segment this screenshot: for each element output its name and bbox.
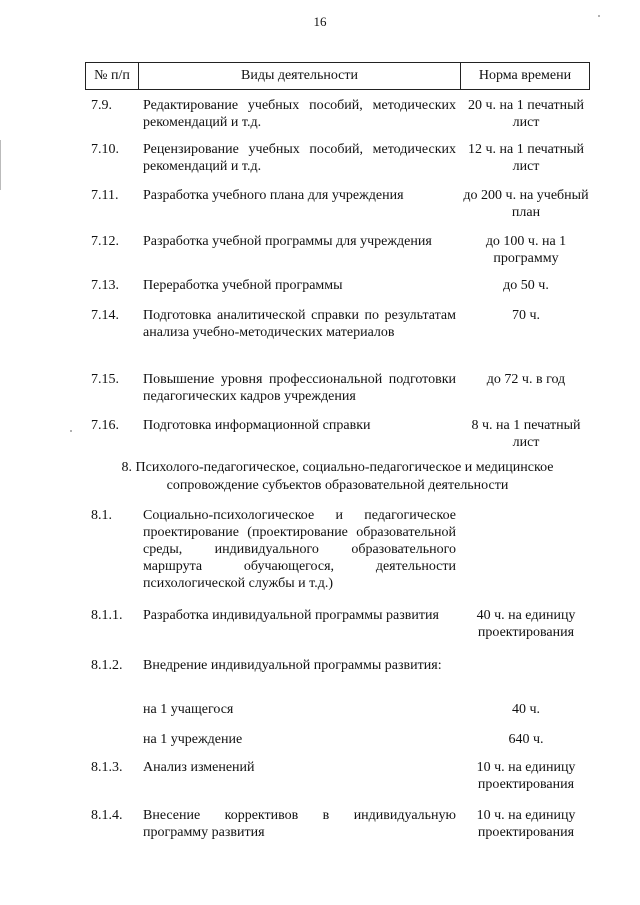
row-activity: Разработка индивидуальной программы развития bbox=[143, 608, 439, 623]
row-norm bbox=[462, 507, 590, 599]
header-norm: Норма времени bbox=[478, 68, 572, 83]
row-activity: Повышение уровня профессиональной подготовки педагогических кадров учреждения bbox=[143, 372, 456, 404]
row-activity: Социально-психологическое и педагогическое проектирование (проектирование образовательной среды, индивидуального образовательного маршрута обучающегося, деятельности психологической службы и т.д.) bbox=[143, 508, 456, 591]
row-activity: на 1 учащегося bbox=[143, 702, 234, 717]
row-num: 8.1. bbox=[91, 508, 112, 523]
row-activity: Переработка учебной программы bbox=[143, 278, 343, 293]
scan-speck bbox=[598, 15, 600, 17]
row-num: 7.11. bbox=[91, 188, 119, 203]
table-row bbox=[85, 233, 590, 271]
row-num: 8.1.4. bbox=[91, 808, 123, 823]
row-num: 8.1.1. bbox=[91, 608, 123, 623]
table-row bbox=[85, 731, 590, 751]
row-num bbox=[85, 731, 137, 751]
table-row bbox=[85, 187, 590, 225]
row-norm: 12 ч. на 1 печатный лист bbox=[467, 142, 584, 174]
scan-speck bbox=[70, 430, 72, 432]
row-num: 7.16. bbox=[91, 418, 119, 433]
row-norm: 40 ч. bbox=[511, 702, 541, 717]
row-norm: 40 ч. на единицу проектирования bbox=[476, 608, 576, 640]
table-row bbox=[85, 701, 590, 721]
row-activity: Разработка учебной программы для учреждения bbox=[143, 234, 432, 249]
row-norm: 640 ч. bbox=[508, 732, 544, 747]
table-row bbox=[85, 277, 590, 297]
row-num: 7.14. bbox=[91, 308, 119, 323]
row-activity: Анализ изменений bbox=[143, 760, 255, 775]
activities-table bbox=[85, 62, 590, 455]
row-num: 8.1.3. bbox=[91, 760, 123, 775]
table-row bbox=[85, 307, 590, 359]
section-8-table bbox=[85, 507, 590, 845]
row-num: 8.1.2. bbox=[91, 658, 123, 673]
row-activity: Подготовка аналитической справки по результатам анализа учебно-методических материалов bbox=[143, 308, 456, 340]
table-row bbox=[85, 97, 590, 135]
table-row bbox=[85, 417, 590, 455]
table-row bbox=[85, 807, 590, 845]
row-activity: Внесение коррективов в индивидуальную программу развития bbox=[143, 808, 456, 840]
table-row bbox=[85, 759, 590, 797]
row-norm bbox=[462, 657, 590, 695]
table-row bbox=[85, 507, 590, 599]
row-norm: 10 ч. на единицу проектирования bbox=[476, 760, 576, 792]
row-num: 7.10. bbox=[91, 142, 119, 157]
row-norm: 70 ч. bbox=[511, 308, 541, 323]
section-title-line: 8. Психолого-педагогическое, социально-педагогическое и медицинское bbox=[121, 460, 554, 475]
row-activity: Редактирование учебных пособий, методических рекомендаций и т.д. bbox=[143, 98, 456, 130]
row-activity: на 1 учреждение bbox=[143, 732, 243, 747]
section-8-title bbox=[85, 459, 590, 495]
row-num: 7.15. bbox=[91, 372, 119, 387]
row-norm: до 50 ч. bbox=[503, 278, 549, 293]
row-num: 7.9. bbox=[91, 98, 112, 113]
row-norm: до 72 ч. в год bbox=[486, 372, 566, 387]
row-num bbox=[85, 701, 137, 721]
section-title-line: сопровождение субъектов образовательной деятельности bbox=[166, 478, 509, 493]
row-activity: Подготовка информационной справки bbox=[143, 418, 371, 433]
row-num: 7.13. bbox=[91, 278, 119, 293]
row-norm: 8 ч. на 1 печатный лист bbox=[471, 418, 581, 450]
table-row bbox=[85, 657, 590, 695]
header-activity: Виды деятельности bbox=[139, 63, 461, 89]
scan-margin-line bbox=[0, 140, 1, 190]
row-activity: Рецензирование учебных пособий, методических рекомендаций и т.д. bbox=[143, 142, 456, 174]
row-norm: до 200 ч. на учебный план bbox=[463, 188, 589, 220]
row-num: 7.12. bbox=[91, 234, 119, 249]
header-num: № п/п bbox=[86, 63, 139, 89]
table-header bbox=[85, 62, 590, 90]
page-number: 16 bbox=[313, 14, 327, 29]
table-row bbox=[85, 141, 590, 179]
row-norm: 10 ч. на единицу проектирования bbox=[476, 808, 576, 840]
row-activity: Разработка учебного плана для учреждения bbox=[143, 188, 404, 203]
table-row bbox=[85, 371, 590, 409]
table-row bbox=[85, 607, 590, 645]
row-norm: 20 ч. на 1 печатный лист bbox=[467, 98, 584, 130]
row-norm: до 100 ч. на 1 программу bbox=[485, 234, 567, 266]
row-activity: Внедрение индивидуальной программы развития: bbox=[143, 658, 442, 673]
